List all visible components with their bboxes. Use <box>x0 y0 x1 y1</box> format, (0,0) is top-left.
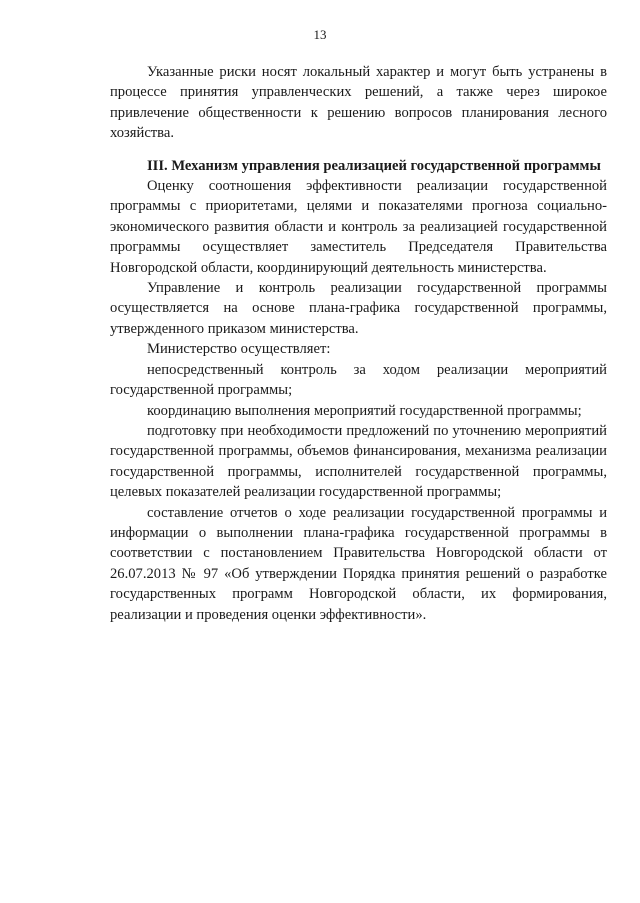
list-item-proposals: подготовку при необходимости предложений по уточнению мероприятий государственной программы, объемов финансирования, механизма реализации государственной программы, исполнителей государственной программы, целевых показателей реализации государственной программы; <box>110 422 607 501</box>
list-item-direct-control: непосредственный контроль за ходом реализации мероприятий государственной программы; <box>110 361 607 399</box>
document-body <box>110 62 607 625</box>
intro-paragraph: Указанные риски носят локальный характер и могут быть устранены в процессе принятия управленческих решений, а также через широкое привлечение общественности к решению вопросов планирования лесного хозяйства. <box>110 64 607 142</box>
paragraph-ministry-duties-intro: Министерство осуществляет: <box>147 341 331 358</box>
list-item-reports: составление отчетов о ходе реализации государственной программы и информации о выполнении плана-графика государственной программы в соответствии с постановлением Правительства Новгородской области от 26.07.2013 № 97 «Об утверждении Порядка принятия решений о разработке государственных программ Новгородской области, их формирования, реализации и проведения оценки эффективности». <box>110 504 607 623</box>
paragraph-assessment: Оценку соотношения эффективности реализации государственной программы с приоритетами, целями и показателями прогноза социально-экономического развития области и контроль за реализацией государственной программы осуществляет заместитель Председателя Правительства Новгородской области, координирующий деятельность министерства. <box>110 178 607 276</box>
paragraph-management: Управление и контроль реализации государственной программы осуществляется на основе плана-графика государственной программы, утвержденного приказом министерства. <box>110 280 607 337</box>
section-heading: III. Механизм управления реализацией государственной программы <box>147 157 601 174</box>
list-item-coordination: координацию выполнения мероприятий государственной программы; <box>147 402 582 419</box>
page-number: 13 <box>313 27 327 42</box>
